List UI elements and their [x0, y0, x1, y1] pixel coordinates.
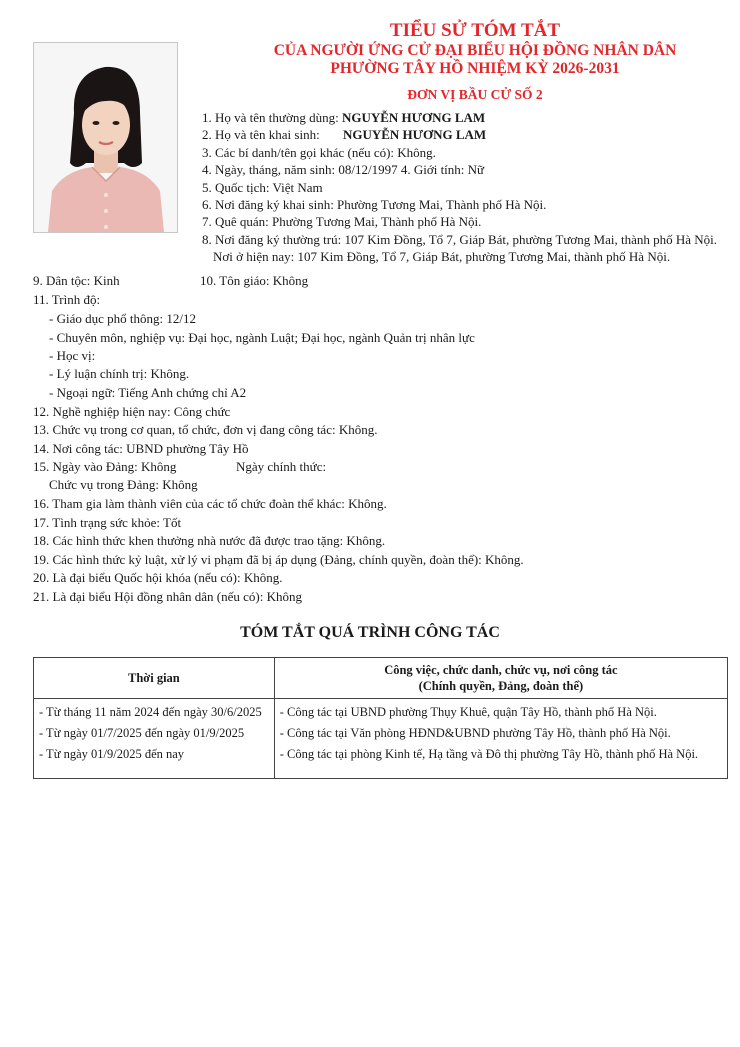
column-header-job-line2: (Chính quyền, Đảng, đoàn thể)	[418, 679, 584, 693]
work-history-table	[33, 657, 728, 779]
info-value: NGUYỄN HƯƠNG LAM	[342, 127, 487, 142]
info-party-join-date: 15. Ngày vào Đảng: Không	[33, 459, 177, 474]
info-political-theory: - Lý luận chính trị: Không.	[49, 366, 190, 381]
portrait-photo-icon	[34, 43, 177, 232]
work-history-title: TÓM TẮT QUÁ TRÌNH CÔNG TÁC	[240, 624, 500, 641]
info-professional: - Chuyên môn, nghiệp vụ: Đại học, ngành Luật; Đại học, ngành Quản trị nhân lực	[49, 330, 475, 345]
info-peoples-council: 21. Là đại biểu Hội đồng nhân dân (nếu có): Không	[33, 589, 302, 604]
info-ethnicity: 9. Dân tộc: Kinh	[33, 273, 120, 288]
table-header-row	[34, 658, 728, 699]
info-aliases: 3. Các bí danh/tên gọi khác (nếu có): Không.	[202, 145, 436, 160]
info-birth-name	[202, 127, 486, 143]
column-header-job-line1: Công việc, chức danh, chức vụ, nơi công tác	[384, 663, 618, 677]
info-national-assembly: 20. Là đại biểu Quốc hội khóa (nếu có): Không.	[33, 570, 283, 585]
job-entry: - Công tác tại Văn phòng HĐND&UBND phường Tây Hồ, thành phố Hà Nội.	[279, 726, 671, 740]
info-current-address: Nơi ở hiện nay: 107 Kim Đồng, Tổ 7, Giáp Bát, phường Tương Mai, thành phố Hà Nội.	[213, 249, 671, 264]
time-entry: - Từ ngày 01/7/2025 đến ngày 01/9/2025	[39, 726, 245, 740]
document-header	[230, 20, 720, 104]
info-position: 13. Chức vụ trong cơ quan, tổ chức, đơn vị đang công tác: Không.	[33, 422, 378, 437]
info-awards: 18. Các hình thức khen thưởng nhà nước đã được trao tặng: Không.	[33, 533, 386, 548]
info-general-education: - Giáo dục phổ thông: 12/12	[49, 311, 196, 326]
column-header-job	[274, 658, 727, 699]
job-cell	[274, 699, 727, 779]
info-hometown: 7. Quê quán: Phường Tương Mai, Thành phố Hà Nội.	[202, 214, 482, 229]
info-degree: - Học vị:	[49, 348, 96, 363]
job-entry: - Công tác tại phòng Kinh tế, Hạ tầng và Đô thị phường Tây Hồ, thành phố Hà Nội.	[279, 747, 699, 761]
info-common-name	[202, 110, 485, 126]
info-permanent-address: 8. Nơi đăng ký thường trú: 107 Kim Đồng, Tổ 7, Giáp Bát, phường Tương Mai, thành phố Hà Nội.	[202, 232, 718, 247]
time-cell	[34, 699, 275, 779]
info-workplace: 14. Nơi công tác: UBND phường Tây Hồ	[33, 441, 249, 456]
info-value: NGUYỄN HƯƠNG LAM	[341, 110, 486, 125]
info-label: 1. Họ và tên thường dùng:	[202, 110, 339, 125]
election-unit: ĐƠN VỊ BẦU CỬ SỐ 2	[407, 87, 543, 102]
info-foreign-language: - Ngoại ngữ: Tiếng Anh chứng chỉ A2	[49, 385, 247, 400]
info-party-position: Chức vụ trong Đảng: Không	[49, 477, 198, 492]
info-label: 2. Họ và tên khai sinh:	[202, 127, 320, 142]
time-entry: - Từ tháng 11 năm 2024 đến ngày 30/6/2025	[39, 705, 262, 719]
document-subtitle: CỦA NGƯỜI ỨNG CỬ ĐẠI BIỂU HỘI ĐỒNG NHÂN DÂN	[273, 42, 677, 59]
info-health: 17. Tình trạng sức khỏe: Tốt	[33, 515, 182, 530]
info-discipline: 19. Các hình thức kỷ luật, xử lý vi phạm đã bị áp dụng (Đảng, chính quyền, đoàn thể): Không.	[33, 552, 524, 567]
info-religion: 10. Tôn giáo: Không	[200, 273, 309, 288]
table-row	[34, 699, 728, 779]
portrait-photo	[33, 42, 178, 233]
info-birthdate: 4. Ngày, tháng, năm sinh: 08/12/1997 4. Giới tính: Nữ	[202, 162, 485, 177]
document-title: TIỂU SỬ TÓM TẮT	[389, 20, 561, 41]
info-party-official-date: Ngày chính thức:	[236, 459, 327, 474]
info-nationality: 5. Quốc tịch: Việt Nam	[202, 180, 323, 195]
time-entry: - Từ ngày 01/9/2025 đến nay	[39, 747, 185, 761]
column-header-time: Thời gian	[34, 658, 275, 699]
document-term: PHƯỜNG TÂY HỒ NHIỆM KỲ 2026-2031	[330, 60, 620, 77]
job-entry: - Công tác tại UBND phường Thụy Khuê, quận Tây Hồ, thành phố Hà Nội.	[279, 705, 657, 719]
info-education-heading: 11. Trình độ:	[33, 292, 101, 307]
info-birth-registration: 6. Nơi đăng ký khai sinh: Phường Tương Mai, Thành phố Hà Nội.	[202, 197, 547, 212]
info-occupation: 12. Nghề nghiệp hiện nay: Công chức	[33, 404, 231, 419]
info-organizations: 16. Tham gia làm thành viên của các tổ chức đoàn thể khác: Không.	[33, 496, 387, 511]
